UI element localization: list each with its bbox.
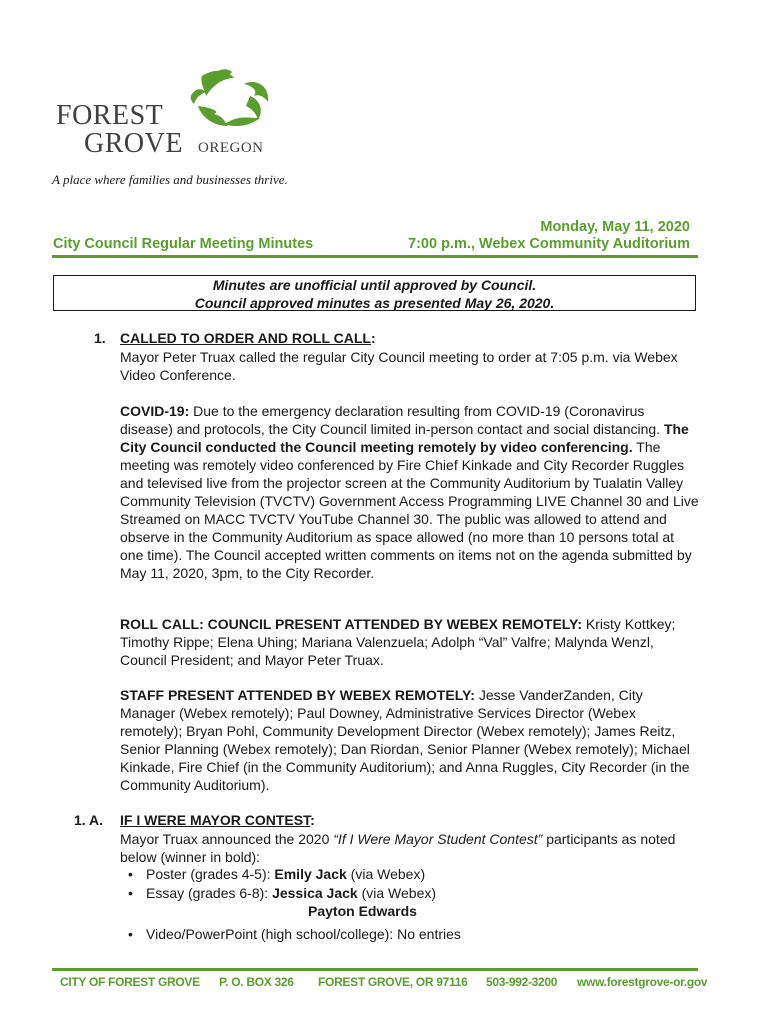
notice-line1: Minutes are unofficial until approved by Council. (212, 277, 537, 293)
footer-rule (52, 968, 698, 971)
section-1a-heading (120, 812, 315, 828)
roll-call-paragraph (120, 615, 700, 669)
logo-line3: OREGON (198, 140, 264, 156)
approval-notice (53, 275, 696, 311)
bullet1-winner: Emily Jack (274, 866, 347, 882)
section-1a-title: IF I WERE MAYOR CONTEST (120, 812, 311, 828)
roll-label: ROLL CALL: COUNCIL PRESENT ATTENDED BY WEBEX REMOTELY: (120, 616, 583, 632)
section-1-intro (120, 348, 700, 384)
list-item-continuation (120, 902, 680, 921)
section-1-heading (120, 330, 376, 346)
contest-list (120, 865, 680, 943)
bullet1-note: (via Webex) (346, 866, 426, 882)
footer-website[interactable]: www.forestgrove-or.gov (577, 975, 708, 989)
meeting-date: Monday, May 11, 2020 (540, 219, 690, 235)
bullet1-category: Poster (grades 4-5): (146, 866, 275, 882)
logo-line2: GROVE (84, 128, 183, 159)
staff-paragraph (120, 686, 700, 794)
covid-text1: Due to the emergency declaration resulting from COVID-19 (Coronavirus disease) and protocols, the City Council limited in-person contact and social distancing. (120, 403, 664, 437)
bullet2-winner: Jessica Jack (272, 884, 358, 901)
bullet2-participant: Payton Edwards (308, 903, 417, 919)
tagline: A place where families and businesses thrive. (52, 172, 288, 187)
leaf-logo-icon (184, 66, 280, 142)
staff-text: Jesse VanderZanden, City Manager (Webex remotely); Paul Downey, Administrative Services Director (Webex remotely); Bryan Pohl, Community Development Director (Webex remotely); James Reitz, Senior Planning (Webex remotely); Dan Riordan, Senior Planner (Webex remotely); Michael Kinkade, Fire Chief (in the Community Auditorium); and Anna Ruggles, City Recorder (in the Community Auditorium). (120, 687, 690, 793)
intro-text: Mayor Peter Truax called the regular City Council meeting to order at 7:05 p.m. via Webex Video Conference. (120, 349, 678, 383)
list-item: • Essay (grades 6-8): Jessica Jack (via Webex) (128, 884, 437, 901)
notice-line2: Council approved minutes as presented May 26, 2020. (194, 295, 555, 311)
covid-bold: The City Council conducted the Council meeting remotely by video conferencing. (120, 421, 689, 455)
staff-label: STAFF PRESENT ATTENDED BY WEBEX REMOTELY: (120, 687, 475, 703)
logo (52, 66, 292, 166)
header-rule (52, 255, 698, 258)
roll-text: Kristy Kottkey; Timothy Rippe; Elena Uhing; Mariana Valenzuela; Adolph “Val” Valfre; Malynda Wenzl, Council President; and Mayor Peter Truax. (120, 616, 676, 668)
contest-intro-pre: Mayor Truax announced the 2020 (120, 831, 334, 847)
footer-address: FOREST GROVE, OR 97116 (318, 975, 468, 989)
contest-intro-post: participants as noted below (winner in bold): (120, 831, 676, 865)
section-1-number: 1. (94, 330, 106, 346)
section-1a-colon: : (310, 812, 315, 828)
logo-line1: FOREST (56, 100, 164, 131)
bullet3-text: Video/PowerPoint (high school/college): No entries (146, 925, 461, 942)
covid-label: COVID-19: (120, 403, 190, 419)
contest-intro (120, 830, 700, 866)
section-1-title: CALLED TO ORDER AND ROLL CALL (120, 330, 371, 346)
footer-city: CITY OF FOREST GROVE (60, 975, 200, 989)
list-item: • Poster (grades 4-5): Emily Jack (via Webex) (128, 866, 426, 882)
bullet2-category: Essay (grades 6-8): (146, 884, 273, 901)
list-item: • Video/PowerPoint (high school/college): No entries (128, 925, 461, 942)
covid-paragraph (120, 402, 700, 582)
section-1-colon: : (370, 330, 376, 346)
covid-text2: The meeting was remotely video conferenced by Fire Chief Kinkade and City Recorder Ruggles and televised live from the projector screen at the Community Auditorium by Tualatin Valley Community Television (TVCTV) Government Access Programming LIVE Channel 30 and Live Streamed on MACC TVCTV YouTube Channel 30. The public was allowed to attend and observe in the Community Auditorium as space allowed (no more than 10 persons total at one time). The Council accepted written comments on items not on the agenda submitted by May 11, 2020, 3pm, to the City Recorder. (120, 439, 699, 581)
meeting-title: City Council Regular Meeting Minutes (53, 236, 314, 252)
footer-box: P. O. BOX 326 (219, 975, 294, 989)
meeting-time-place: 7:00 p.m., Webex Community Auditorium (408, 236, 690, 252)
bullet2-note: (via Webex) (357, 884, 437, 901)
section-1a-number: 1. A. (74, 812, 104, 828)
contest-name: “If I Were Mayor Student Contest” (333, 831, 543, 847)
footer-phone: 503-992-3200 (486, 975, 558, 989)
